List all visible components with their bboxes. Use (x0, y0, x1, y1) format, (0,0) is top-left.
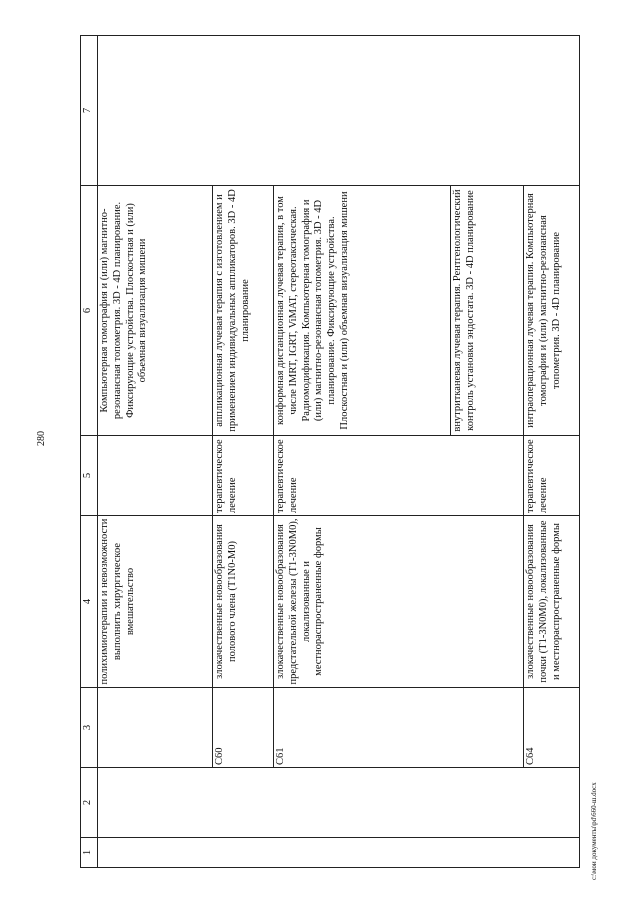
header-col-1: 1 (81, 838, 98, 868)
treatment-cell: терапевтическое лечение (274, 436, 524, 516)
col1-cell (98, 838, 580, 868)
method-cell: Компьютерная томография и (или) магнитно-резонансная топометрия. 3D - 4D планирование. Фиксирующие устройства. Плоскостная и (или) объемная визуализация мишени (98, 186, 213, 436)
method-cell-2: внутритканевая лучевая терапия. Рентгенологический контроль установки эндостата. 3D - 4D планирование (451, 186, 524, 436)
header-row (81, 36, 98, 868)
rotated-page-content (80, 36, 580, 868)
medical-care-table (80, 35, 580, 868)
header-col-4: 4 (81, 516, 98, 688)
treatment-cell: терапевтическое лечение (524, 436, 580, 516)
disease-cell: злокачественные новообразования полового члена (T1N0-M0) (213, 516, 274, 688)
disease-cell: полихимиотерапии и невозможности выполнить хирургическое вмешательство (98, 516, 213, 688)
table-row-continuation (98, 36, 213, 868)
code-cell: C64 (524, 688, 580, 768)
treatment-cell: терапевтическое лечение (213, 436, 274, 516)
header-col-3: 3 (81, 688, 98, 768)
code-cell: C61 (274, 688, 524, 768)
header-col-7: 7 (81, 36, 98, 186)
col7-cell (98, 36, 580, 186)
disease-cell: злокачественные новообразования почки (T1-3N0M0), локализованные и местнораспространенные формы (524, 516, 580, 688)
method-cell: аппликационная лучевая терапия с изготовлением и применением индивидуальных аппликаторов. 3D - 4D планирование (213, 186, 274, 436)
footer-file-path: c:\мои документы\pd\660-ш.docx (590, 782, 598, 880)
method-cell: интраоперационная лучевая терапия. Компьютерная томография и (или) магнитно-резонансная топометрия. 3D - 4D планирование (524, 186, 580, 436)
treatment-cell (98, 436, 213, 516)
code-cell (98, 688, 213, 768)
header-col-2: 2 (81, 768, 98, 838)
code-cell: C60 (213, 688, 274, 768)
page-number: 280 (36, 431, 47, 446)
col2-cell (98, 768, 580, 838)
method-cell: конформная дистанционная лучевая терапия, в том числе IMRT, IGRT, ViMAT, стереотаксическая. Радиомодификация. Компьютерная томография и (или) магнитно-резонансная топометрия. 3D - 4D планирование. Фиксирующие устройства. Плоскостная и (или) объемная визуализация мишени (274, 186, 451, 436)
disease-cell: злокачественные новообразования предстательной железы (T1-3N0M0), локализованные и местнораспространенные формы (274, 516, 524, 688)
header-col-5: 5 (81, 436, 98, 516)
header-col-6: 6 (81, 186, 98, 436)
